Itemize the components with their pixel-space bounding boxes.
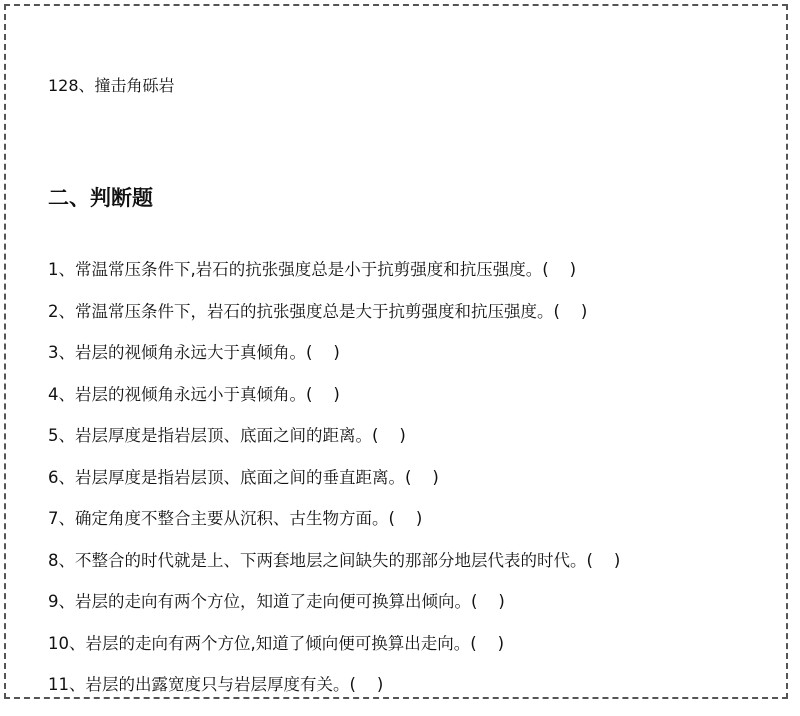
section-title: 二、判断题 [48, 185, 153, 210]
question-item: 9、岩层的走向有两个方位，知道了走向便可换算出倾向。( ) [48, 592, 505, 611]
question-item: 4、岩层的视倾角永远小于真倾角。( ) [48, 384, 340, 404]
question-item: 5、岩层厚度是指岩层顶、底面之间的距离。( ) [48, 426, 406, 445]
question-item: 1、常温常压条件下,岩石的抗张强度总是小于抗剪强度和抗压强度。( ) [48, 260, 577, 279]
previous-item: 128、撞击角砾岩 [48, 76, 175, 95]
question-list [48, 259, 620, 716]
question-item: 3、岩层的视倾角永远大于真倾角。( ) [48, 343, 340, 362]
question-item: 11、岩层的出露宽度只与岩层厚度有关。( ) [48, 675, 384, 694]
question-item: 2、常温常压条件下，岩石的抗张强度总是大于抗剪强度和抗压强度。( ) [48, 301, 588, 321]
question-item: 7、确定角度不整合主要从沉积、古生物方面。( ) [48, 509, 423, 528]
question-item: 10、岩层的走向有两个方位,知道了倾向便可换算出走向。( ) [48, 633, 505, 653]
question-item: 6、岩层厚度是指岩层顶、底面之间的垂直距离。( ) [48, 467, 439, 487]
document-frame [4, 4, 788, 699]
question-item: 8、不整合的时代就是上、下两套地层之间缺失的那部分地层代表的时代。( ) [48, 550, 621, 570]
